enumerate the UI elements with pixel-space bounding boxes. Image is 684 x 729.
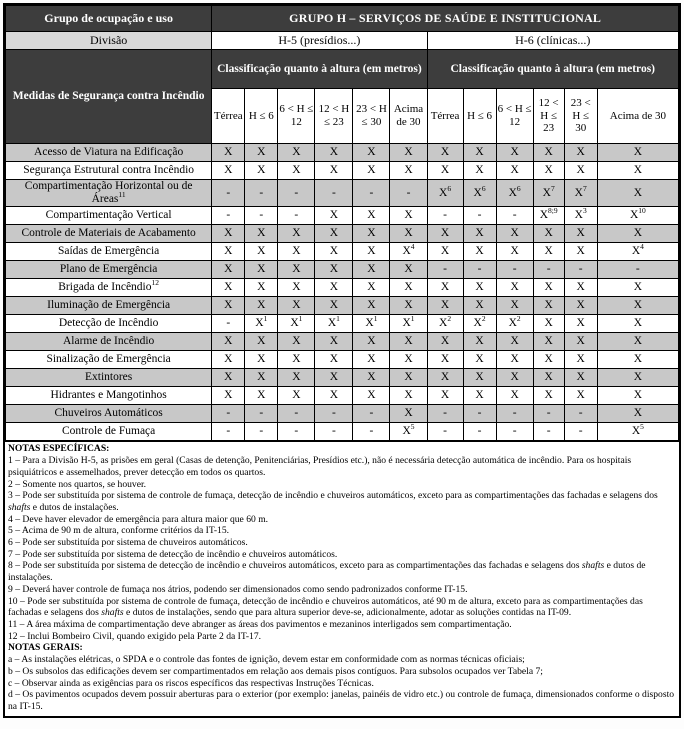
requirement-cell: X bbox=[212, 387, 245, 405]
requirement-cell: X bbox=[496, 144, 533, 162]
height-col-header: 6 < H ≤ 12 bbox=[278, 89, 315, 144]
classification-row bbox=[6, 50, 679, 89]
requirement-cell: X bbox=[315, 351, 353, 369]
classification-header-h5: Classificação quanto à altura (em metros) bbox=[212, 50, 427, 89]
table-row bbox=[6, 243, 679, 261]
table-row bbox=[6, 162, 679, 180]
requirement-cell: X bbox=[533, 297, 564, 315]
requirement-cell: - bbox=[315, 423, 353, 441]
requirement-cell: X bbox=[564, 387, 597, 405]
height-col-header: Acima de 30 bbox=[390, 89, 427, 144]
measure-label: Chuveiros Automáticos bbox=[6, 405, 212, 423]
note-item: 5 – Acima de 90 m de altura, conforme critérios da IT-15. bbox=[8, 525, 230, 537]
requirement-cell: - bbox=[463, 207, 496, 225]
table-row bbox=[6, 369, 679, 387]
requirement-cell: X bbox=[212, 162, 245, 180]
requirement-cell: X bbox=[315, 225, 353, 243]
requirement-cell: - bbox=[463, 261, 496, 279]
requirement-cell: X bbox=[353, 207, 390, 225]
requirement-cell: X bbox=[315, 144, 353, 162]
requirement-cell: - bbox=[533, 423, 564, 441]
requirement-cell: X bbox=[533, 351, 564, 369]
height-col-header: Acima de 30 bbox=[597, 89, 678, 144]
requirement-cell: X bbox=[353, 351, 390, 369]
requirement-cell: - bbox=[212, 405, 245, 423]
requirement-cell: X bbox=[390, 387, 427, 405]
requirement-cell: - bbox=[212, 423, 245, 441]
requirement-cell: X bbox=[315, 333, 353, 351]
requirement-cell: X bbox=[245, 333, 278, 351]
requirement-cell: X bbox=[564, 243, 597, 261]
requirement-cell: X bbox=[245, 243, 278, 261]
requirement-cell: X bbox=[597, 405, 678, 423]
requirement-cell: X bbox=[463, 144, 496, 162]
measure-label: Sinalização de Emergência bbox=[6, 351, 212, 369]
requirement-cell: - bbox=[245, 423, 278, 441]
requirement-cell: X bbox=[212, 333, 245, 351]
requirements-body bbox=[6, 144, 679, 441]
requirement-cell: X bbox=[496, 369, 533, 387]
requirement-cell: X bbox=[427, 144, 463, 162]
requirement-cell: X bbox=[427, 297, 463, 315]
requirement-cell: X bbox=[353, 387, 390, 405]
measure-label: Saídas de Emergência bbox=[6, 243, 212, 261]
requirement-cell: X bbox=[315, 207, 353, 225]
table-row bbox=[6, 387, 679, 405]
requirement-cell: - bbox=[496, 423, 533, 441]
requirement-cell: - bbox=[463, 423, 496, 441]
requirement-cell: X bbox=[597, 387, 678, 405]
requirement-cell: - bbox=[245, 405, 278, 423]
table-row bbox=[6, 333, 679, 351]
note-item: 4 – Deve haver elevador de emergência para altura maior que 60 m. bbox=[8, 513, 269, 525]
requirement-cell: X bbox=[463, 333, 496, 351]
requirement-cell: X bbox=[315, 279, 353, 297]
table-row bbox=[6, 315, 679, 333]
requirement-cell: - bbox=[390, 180, 427, 207]
requirement-cell: X bbox=[212, 351, 245, 369]
requirement-cell: - bbox=[427, 405, 463, 423]
requirement-cell: X bbox=[390, 351, 427, 369]
requirement-cell: X bbox=[353, 333, 390, 351]
requirement-cell: X bbox=[390, 261, 427, 279]
requirement-cell: X bbox=[533, 162, 564, 180]
division-h5: H-5 (presídios...) bbox=[212, 32, 427, 50]
requirement-cell: X bbox=[564, 279, 597, 297]
requirement-cell: $X^1$ bbox=[390, 315, 427, 333]
requirement-cell: X bbox=[212, 297, 245, 315]
requirement-cell: X bbox=[278, 333, 315, 351]
requirement-cell: X bbox=[564, 162, 597, 180]
requirement-cell: X bbox=[212, 225, 245, 243]
requirement-cell: X bbox=[427, 333, 463, 351]
measure-label: Plano de Emergência bbox=[6, 261, 212, 279]
note-item: d – Os pavimentos ocupados devem possuir aberturas para o exterior (por exemplo: janelas, painéis de vidro etc.) ou controle de fumaça, dimensionados conforme o disposto na IT-15. bbox=[8, 689, 675, 712]
requirement-cell: X bbox=[597, 297, 678, 315]
requirement-cell: - bbox=[463, 405, 496, 423]
specific-notes-title: NOTAS ESPECÍFICAS: bbox=[8, 443, 110, 455]
table-row bbox=[6, 423, 679, 441]
requirement-cell: - bbox=[496, 405, 533, 423]
height-col-header: 12 < H ≤ 23 bbox=[533, 89, 564, 144]
height-col-header: H ≤ 6 bbox=[245, 89, 278, 144]
measure-label: Hidrantes e Mangotinhos bbox=[6, 387, 212, 405]
division-row bbox=[6, 32, 679, 50]
requirement-cell: X bbox=[427, 225, 463, 243]
requirement-cell: X bbox=[533, 387, 564, 405]
height-col-header: 23 < H ≤ 30 bbox=[564, 89, 597, 144]
requirement-cell: - bbox=[278, 405, 315, 423]
requirement-cell: X bbox=[353, 369, 390, 387]
requirement-cell: X bbox=[278, 369, 315, 387]
requirement-cell: X bbox=[245, 162, 278, 180]
requirement-cell: - bbox=[353, 423, 390, 441]
requirement-cell: X bbox=[278, 225, 315, 243]
measure-label: Detecção de Incêndio bbox=[6, 315, 212, 333]
table-row bbox=[6, 180, 679, 207]
requirement-cell: X bbox=[245, 279, 278, 297]
requirement-cell: X bbox=[427, 369, 463, 387]
height-col-header: 6 < H ≤ 12 bbox=[496, 89, 533, 144]
classification-header-h6: Classificação quanto à altura (em metros) bbox=[427, 50, 678, 89]
requirement-cell: X bbox=[597, 279, 678, 297]
requirement-cell: - bbox=[564, 405, 597, 423]
requirement-cell: X bbox=[463, 279, 496, 297]
requirement-cell: $X^1$ bbox=[315, 315, 353, 333]
table-row bbox=[6, 405, 679, 423]
measure-label: Controle de Materiais de Acabamento bbox=[6, 225, 212, 243]
requirement-cell: X bbox=[564, 297, 597, 315]
general-notes-title: NOTAS GERAIS: bbox=[8, 642, 83, 654]
requirement-cell: $X^1$ bbox=[353, 315, 390, 333]
requirement-cell: X bbox=[278, 144, 315, 162]
note-item: 6 – Pode ser substituída por sistema de chuveiros automáticos. bbox=[8, 537, 248, 549]
requirement-cell: X bbox=[212, 261, 245, 279]
requirement-cell: X bbox=[564, 351, 597, 369]
requirement-cell: - bbox=[427, 261, 463, 279]
requirement-cell: X bbox=[390, 144, 427, 162]
requirement-cell: X bbox=[564, 144, 597, 162]
requirement-cell: X bbox=[533, 144, 564, 162]
requirement-cell: X bbox=[496, 297, 533, 315]
requirement-cell: X bbox=[278, 387, 315, 405]
measure-label: Alarme de Incêndio bbox=[6, 333, 212, 351]
requirement-cell: X bbox=[390, 369, 427, 387]
requirement-cell: X bbox=[597, 333, 678, 351]
requirement-cell: X bbox=[245, 144, 278, 162]
requirement-cell: - bbox=[564, 423, 597, 441]
requirement-cell: X bbox=[390, 279, 427, 297]
note-item: 9 – Deverá haver controle de fumaça nos átrios, podendo ser dimensionados como sendo padronizados conforme IT-15. bbox=[8, 583, 468, 595]
requirement-cell: - bbox=[278, 180, 315, 207]
requirement-cell: X bbox=[353, 225, 390, 243]
requirement-cell: X bbox=[533, 333, 564, 351]
requirement-cell: X bbox=[496, 243, 533, 261]
table-row bbox=[6, 225, 679, 243]
table-row bbox=[6, 207, 679, 225]
requirement-cell: X bbox=[315, 369, 353, 387]
measure-label: Brigada de Incêndio$^{12}$ bbox=[6, 279, 212, 297]
requirement-cell: X bbox=[390, 162, 427, 180]
height-col-header: 23 < H ≤ 30 bbox=[353, 89, 390, 144]
requirement-cell: X bbox=[212, 243, 245, 261]
requirement-cell: - bbox=[427, 207, 463, 225]
requirement-cell: X bbox=[212, 144, 245, 162]
height-col-header: H ≤ 6 bbox=[463, 89, 496, 144]
requirement-cell: - bbox=[353, 405, 390, 423]
requirement-cell: $X^5$ bbox=[597, 423, 678, 441]
requirement-cell: X bbox=[496, 333, 533, 351]
measure-label: Compartimentação Horizontal ou de Áreas$^{11}$ bbox=[6, 180, 212, 207]
note-item: 10 – Pode ser substituída por sistema de controle de fumaça, detecção de incêndio e chuveiros automáticos, até 90 m de altura, exceto para as compartimentações das fachadas e selagens dos shafts e dutos de instalações, sendo que para altura superior deve-se, adicionalmente, adotar as soluções contidas na IT-09. bbox=[8, 595, 643, 619]
requirement-cell: - bbox=[245, 207, 278, 225]
requirement-cell: $X^7$ bbox=[533, 180, 564, 207]
requirement-cell: X bbox=[212, 279, 245, 297]
table-row bbox=[6, 261, 679, 279]
requirement-cell: X bbox=[278, 297, 315, 315]
note-item: 11 – A área máxima de compartimentação deve abranger as áreas dos pavimentos e mezaninos interligados sem compartimentação. bbox=[8, 618, 512, 630]
division-h6: H-6 (clínicas...) bbox=[427, 32, 678, 50]
requirement-cell: X bbox=[463, 243, 496, 261]
requirement-cell: X bbox=[353, 261, 390, 279]
requirement-cell: X bbox=[597, 351, 678, 369]
requirement-cell: X bbox=[564, 369, 597, 387]
requirement-cell: X bbox=[597, 369, 678, 387]
requirement-cell: X bbox=[496, 162, 533, 180]
measure-label: Segurança Estrutural contra Incêndio bbox=[6, 162, 212, 180]
requirement-cell: $X^1$ bbox=[278, 315, 315, 333]
requirement-cell: X bbox=[427, 279, 463, 297]
measure-label: Acesso de Viatura na Edificação bbox=[6, 144, 212, 162]
height-col-header: 12 < H ≤ 23 bbox=[315, 89, 353, 144]
requirement-cell: X bbox=[390, 225, 427, 243]
requirement-cell: X bbox=[427, 351, 463, 369]
table-row bbox=[6, 279, 679, 297]
requirement-cell: X bbox=[496, 225, 533, 243]
requirement-cell: - bbox=[212, 180, 245, 207]
requirement-cell: X bbox=[533, 243, 564, 261]
requirement-cell: X bbox=[353, 297, 390, 315]
requirement-cell: X bbox=[427, 243, 463, 261]
group-occupancy-label: Grupo de ocupação e uso bbox=[6, 6, 212, 32]
requirement-cell: - bbox=[496, 207, 533, 225]
specific-notes-list bbox=[8, 455, 676, 642]
measure-label: Controle de Fumaça bbox=[6, 423, 212, 441]
requirement-cell: X bbox=[463, 369, 496, 387]
requirement-cell: $X^7$ bbox=[564, 180, 597, 207]
requirement-cell: - bbox=[564, 261, 597, 279]
requirement-cell: X bbox=[278, 261, 315, 279]
requirement-cell: $X^{10}$ bbox=[597, 207, 678, 225]
requirement-cell: $X^2$ bbox=[496, 315, 533, 333]
requirement-cell: X bbox=[463, 351, 496, 369]
requirement-cell: $X^6$ bbox=[463, 180, 496, 207]
requirement-cell: - bbox=[278, 423, 315, 441]
note-item: b – Os subsolos das edificações devem ser compartimentados em relação aos demais pisos contíguos. Para subsolos ocupados ver Tabela 7; bbox=[8, 665, 543, 677]
requirement-cell: X bbox=[315, 387, 353, 405]
note-item: 2 – Somente nos quartos, se houver. bbox=[8, 478, 147, 490]
requirement-cell: X bbox=[597, 162, 678, 180]
requirement-cell: X bbox=[390, 333, 427, 351]
requirement-cell: X bbox=[564, 225, 597, 243]
requirement-cell: - bbox=[533, 405, 564, 423]
requirement-cell: - bbox=[496, 261, 533, 279]
general-notes-list bbox=[8, 654, 676, 713]
requirement-cell: X bbox=[564, 333, 597, 351]
requirement-cell: X bbox=[315, 297, 353, 315]
requirement-cell: $X^2$ bbox=[463, 315, 496, 333]
requirement-cell: X bbox=[245, 369, 278, 387]
note-item: 7 – Pode ser substituída por sistema de detecção de incêndio e chuveiros automáticos. bbox=[8, 548, 338, 560]
requirement-cell: - bbox=[315, 405, 353, 423]
requirement-cell: X bbox=[533, 279, 564, 297]
requirement-cell: $X^6$ bbox=[496, 180, 533, 207]
requirement-cell: X bbox=[278, 351, 315, 369]
requirement-cell: - bbox=[212, 315, 245, 333]
requirement-cell: $X^1$ bbox=[245, 315, 278, 333]
requirement-cell: X bbox=[315, 261, 353, 279]
requirement-cell: X bbox=[463, 162, 496, 180]
measure-label: Iluminação de Emergência bbox=[6, 297, 212, 315]
group-title: GRUPO H – SERVIÇOS DE SAÚDE E INSTITUCIONAL bbox=[212, 6, 679, 32]
requirements-table-sheet bbox=[3, 3, 681, 718]
requirement-cell: $X^2$ bbox=[427, 315, 463, 333]
requirement-cell: - bbox=[278, 207, 315, 225]
requirement-cell: X bbox=[212, 369, 245, 387]
requirement-cell: X bbox=[463, 297, 496, 315]
requirement-cell: $X^6$ bbox=[427, 180, 463, 207]
requirement-cell: $X^5$ bbox=[390, 423, 427, 441]
requirement-cell: X bbox=[245, 261, 278, 279]
requirement-cell: $X^4$ bbox=[597, 243, 678, 261]
requirement-cell: X bbox=[427, 387, 463, 405]
requirement-cell: $X^{8;9}$ bbox=[533, 207, 564, 225]
note-item: 8 – Pode ser substituída por sistema de detecção de incêndio e chuveiros automáticos, exceto para as compartimentações das fachadas e selagens dos shafts e dutos de instalações. bbox=[8, 560, 646, 584]
height-col-header: Térrea bbox=[427, 89, 463, 144]
requirement-cell: - bbox=[212, 207, 245, 225]
table-row bbox=[6, 351, 679, 369]
requirement-cell: X bbox=[353, 243, 390, 261]
requirement-cell: X bbox=[427, 162, 463, 180]
requirement-cell: X bbox=[463, 387, 496, 405]
group-header-row bbox=[6, 6, 679, 32]
requirement-cell: X bbox=[245, 351, 278, 369]
table-row bbox=[6, 297, 679, 315]
requirement-cell: - bbox=[597, 261, 678, 279]
requirement-cell: X bbox=[597, 315, 678, 333]
note-item: a – As instalações elétricas, o SPDA e o controle das fontes de ignição, devem estar em conformidade com as normas técnicas oficiais; bbox=[8, 654, 525, 666]
requirement-cell: X bbox=[533, 369, 564, 387]
note-item: 12 – Inclui Bombeiro Civil, quando exigido pela Parte 2 da IT-17. bbox=[8, 630, 262, 642]
measures-header: Medidas de Segurança contra Incêndio bbox=[6, 50, 212, 144]
measure-label: Extintores bbox=[6, 369, 212, 387]
note-item: 1 – Para a Divisão H-5, as prisões em geral (Casas de detenção, Penitenciárias, Presídios etc.), não é necessária detecção automática de incêndio. Para os hospitais psiquiátricos e assemelhados, prever detecção em todos os quartos. bbox=[8, 455, 632, 478]
requirement-cell: X bbox=[496, 279, 533, 297]
requirement-cell: X bbox=[353, 162, 390, 180]
requirement-cell: - bbox=[427, 423, 463, 441]
height-col-header: Térrea bbox=[212, 89, 245, 144]
requirement-cell: $X^3$ bbox=[564, 207, 597, 225]
table-row bbox=[6, 144, 679, 162]
requirement-cell: X bbox=[245, 387, 278, 405]
requirement-cell: - bbox=[533, 261, 564, 279]
requirement-cell: $X^4$ bbox=[390, 243, 427, 261]
requirement-cell: X bbox=[533, 225, 564, 243]
requirement-cell: X bbox=[278, 279, 315, 297]
requirement-cell: X bbox=[315, 243, 353, 261]
page bbox=[0, 3, 684, 729]
division-label: Divisão bbox=[6, 32, 212, 50]
requirement-cell: X bbox=[245, 225, 278, 243]
requirement-cell: X bbox=[353, 279, 390, 297]
requirement-cell: X bbox=[597, 225, 678, 243]
note-item: c – Observar ainda as exigências para os riscos específicos das respectivas Instruções Técnicas. bbox=[8, 677, 374, 689]
requirement-cell: X bbox=[315, 162, 353, 180]
requirement-cell: X bbox=[353, 144, 390, 162]
requirement-cell: X bbox=[390, 207, 427, 225]
requirement-cell: - bbox=[353, 180, 390, 207]
requirement-cell: X bbox=[278, 243, 315, 261]
requirement-cell: X bbox=[463, 225, 496, 243]
measure-label: Compartimentação Vertical bbox=[6, 207, 212, 225]
requirement-cell: X bbox=[390, 297, 427, 315]
requirement-cell: - bbox=[245, 180, 278, 207]
requirement-cell: X bbox=[496, 351, 533, 369]
requirement-cell: - bbox=[315, 180, 353, 207]
requirement-cell: X bbox=[245, 297, 278, 315]
requirement-cell: X bbox=[390, 405, 427, 423]
requirement-cell: X bbox=[496, 387, 533, 405]
requirement-cell: X bbox=[597, 180, 678, 207]
requirement-cell: X bbox=[597, 144, 678, 162]
requirement-cell: X bbox=[564, 315, 597, 333]
requirement-cell: X bbox=[533, 315, 564, 333]
note-item: 3 – Pode ser substituída por sistema de controle de fumaça, detecção de incêndio e chuveiros automáticos, exceto para as compartimentações das fachadas e selagens dos shafts e dutos de instalações. bbox=[8, 490, 658, 513]
requirement-cell: X bbox=[278, 162, 315, 180]
notes-section bbox=[5, 441, 679, 715]
fire-safety-requirements-table bbox=[5, 5, 679, 441]
